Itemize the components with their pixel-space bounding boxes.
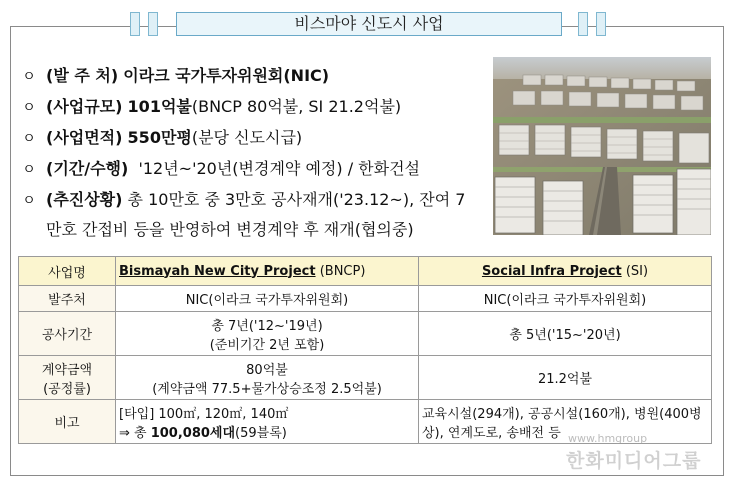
- cell-bncp: NIC(이라크 국가투자위원회): [116, 286, 419, 312]
- bullet-label: (사업면적): [46, 128, 123, 147]
- bullet-value: 550만평: [127, 128, 192, 147]
- page-title: 비스마야 신도시 사업: [176, 12, 562, 36]
- household-count: 100,080세대: [150, 425, 236, 441]
- table-row: [19, 312, 712, 356]
- project-table: [18, 256, 712, 444]
- table-header-project: 사업명: [19, 257, 116, 286]
- title-deco-right-inner: [578, 12, 588, 36]
- label-line: (공정률): [43, 381, 91, 397]
- bullet-detail: (BNCP 80억불, SI 21.2억불): [191, 97, 402, 116]
- bullet-list: [20, 60, 490, 245]
- bullet-marker: ㅇ: [22, 131, 36, 147]
- cell-line: (계약금액 77.5+물가상승조정 2.5억불): [152, 381, 382, 397]
- bullet-detail: (분당 신도시급): [191, 128, 303, 147]
- cell-si: 교육시설(294개), 공공시설(160개), 병원(400병상), 연계도로, 송배전 등: [419, 400, 712, 444]
- bullet-label: (추진상황): [46, 190, 123, 209]
- bullet-marker: ㅇ: [22, 162, 36, 178]
- cell-bncp: [116, 356, 419, 400]
- bncp-name: Bismayah New City Project: [119, 263, 316, 279]
- si-abbr: (SI): [625, 263, 649, 279]
- bullet-period: [20, 153, 490, 184]
- label-line: 계약금액: [41, 362, 93, 378]
- block-count: (59블록): [235, 425, 287, 441]
- cell-line: 총 7년('12~'19년): [211, 318, 323, 334]
- bullet-detail: '12년~'20년(변경계약 예정) / 한화건설: [138, 159, 420, 178]
- bullet-value: 101억불: [127, 97, 192, 116]
- bullet-marker: ㅇ: [22, 100, 36, 116]
- cell-bncp: [116, 312, 419, 356]
- cell-line: (준비기간 2년 포함): [209, 337, 325, 353]
- bullet-value: 이라크 국가투자위원회(NIC): [123, 66, 330, 85]
- bullet-client: [20, 60, 490, 91]
- bullet-label: (사업규모): [46, 97, 123, 116]
- cell-line: 80억불: [246, 362, 288, 378]
- bullet-scale: [20, 91, 490, 122]
- bullet-detail: 총 10만호 중 3만호 공사재개('23.12~), 잔여 7: [127, 190, 466, 209]
- cell-bncp: [116, 400, 419, 444]
- table-header-row: [19, 257, 712, 286]
- title-deco-left-inner: [148, 12, 158, 36]
- watermark-logo-text: 한화미디어그룹: [566, 450, 702, 472]
- row-label: [19, 356, 116, 400]
- title-bar: [130, 8, 610, 38]
- title-deco-left-outer: [130, 12, 140, 36]
- cell-si: 총 5년('15~'20년): [419, 312, 712, 356]
- bullet-label: (기간/수행): [46, 159, 129, 178]
- cell-line: [119, 422, 415, 441]
- cell-si: 21.2억불: [419, 356, 712, 400]
- bullet-area: [20, 122, 490, 153]
- table-row: [19, 356, 712, 400]
- bullet-label: (발 주 처): [46, 66, 119, 85]
- bullet-status-continuation: 만호 간접비 등을 반영하여 변경계약 후 재개(협의중): [46, 220, 414, 239]
- row-label: 발주처: [19, 286, 116, 312]
- city-aerial-photo: [493, 57, 711, 235]
- bncp-abbr: (BNCP): [319, 263, 366, 279]
- cell-si: NIC(이라크 국가투자위원회): [419, 286, 712, 312]
- table-row: [19, 286, 712, 312]
- table-header-si: [419, 257, 712, 286]
- watermark-url: www.hmgroup: [568, 432, 648, 445]
- row-label: 공사기간: [19, 312, 116, 356]
- bullet-status: [20, 184, 490, 215]
- bullet-marker: ㅇ: [22, 193, 36, 209]
- row-label: 비고: [19, 400, 116, 444]
- arrow-prefix: ⇒ 총: [119, 425, 151, 441]
- si-name: Social Infra Project: [481, 263, 622, 279]
- table-header-bncp: [116, 257, 419, 286]
- cell-line: [타입] 100㎡, 120㎡, 140㎡: [119, 406, 289, 422]
- title-deco-right-outer: [596, 12, 606, 36]
- bullet-marker: ㅇ: [22, 69, 36, 85]
